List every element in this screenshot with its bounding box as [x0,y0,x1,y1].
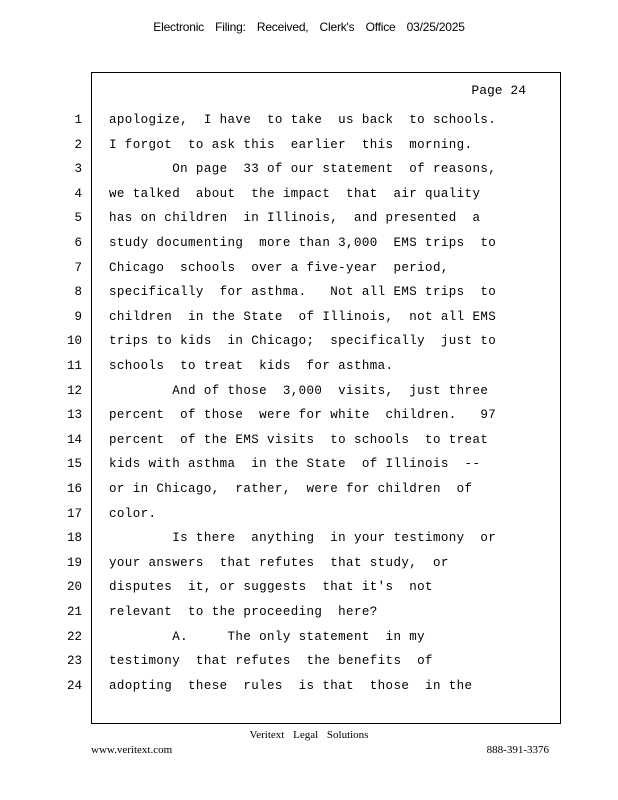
filing-stamp: Electronic Filing: Received, Clerk's Office 03/25/2025 [153,20,465,34]
line-text: disputes it, or suggests that it's not [109,580,433,595]
line-text: A. The only statement in my [109,629,426,644]
line-text: specifically for asthma. Not all EMS trips to [109,285,497,300]
line-text: adopting these rules is that those in the [109,678,473,693]
line-number: 2 [74,137,82,152]
line-number: 18 [66,531,82,546]
line-text: percent of the EMS visits to schools to treat [109,432,489,447]
line-text: has on children in Illinois, and presented a [109,211,481,226]
line-number: 20 [66,580,82,595]
line-text: children in the State of Illinois, not all EMS [109,309,497,324]
line-number: 15 [66,457,82,472]
line-text: kids with asthma in the State of Illinois -- [109,457,481,472]
line-text: apologize, I have to take us back to schools. [109,113,497,127]
footer-phone: 888-391-3376 [486,744,549,756]
line-number: 19 [66,555,82,570]
line-text: trips to kids in Chicago; specifically just to [109,334,497,349]
footer-company: Veritext Legal Solutions [249,729,369,741]
line-number: 3 [74,162,82,177]
line-text: On page 33 of our statement of reasons, [109,162,497,177]
line-number: 24 [66,678,82,693]
line-number: 11 [66,359,82,373]
line-number: 7 [74,260,82,275]
line-number: 8 [74,285,82,300]
line-number: 6 [74,236,82,250]
line-text: color. [109,506,157,521]
line-number: 23 [66,654,82,669]
line-number: 1 [74,113,82,127]
line-text: Is there anything in your testimony or [109,531,497,546]
line-text: or in Chicago, rather, were for children of [109,482,473,496]
line-number: 12 [66,383,82,398]
line-text: I forgot to ask this earlier this morning. [109,137,473,152]
line-text: percent of those were for white children. 97 [109,408,497,423]
line-number: 21 [66,605,82,619]
line-number: 9 [74,309,82,324]
line-text: testimony that refutes the benefits of [109,654,433,669]
line-text: study documenting more than 3,000 EMS trips to [109,236,497,250]
line-number: 22 [66,629,82,644]
line-text: relevant to the proceeding here? [109,605,378,619]
line-number: 14 [66,432,82,447]
line-text: schools to treat kids for asthma. [109,359,394,373]
line-text: your answers that refutes that study, or [109,555,449,570]
page-number: Page 24 [471,83,526,98]
line-number: 13 [66,408,82,423]
line-text: And of those 3,000 visits, just three [109,383,489,398]
line-number: 10 [66,334,82,349]
line-number: 4 [74,186,82,201]
line-number: 17 [66,506,82,521]
footer-website: www.veritext.com [91,744,173,756]
line-number: 5 [74,211,82,226]
line-text: we talked about the impact that air quality [109,186,481,201]
line-number: 16 [66,482,82,496]
line-text: Chicago schools over a five-year period, [109,260,449,275]
